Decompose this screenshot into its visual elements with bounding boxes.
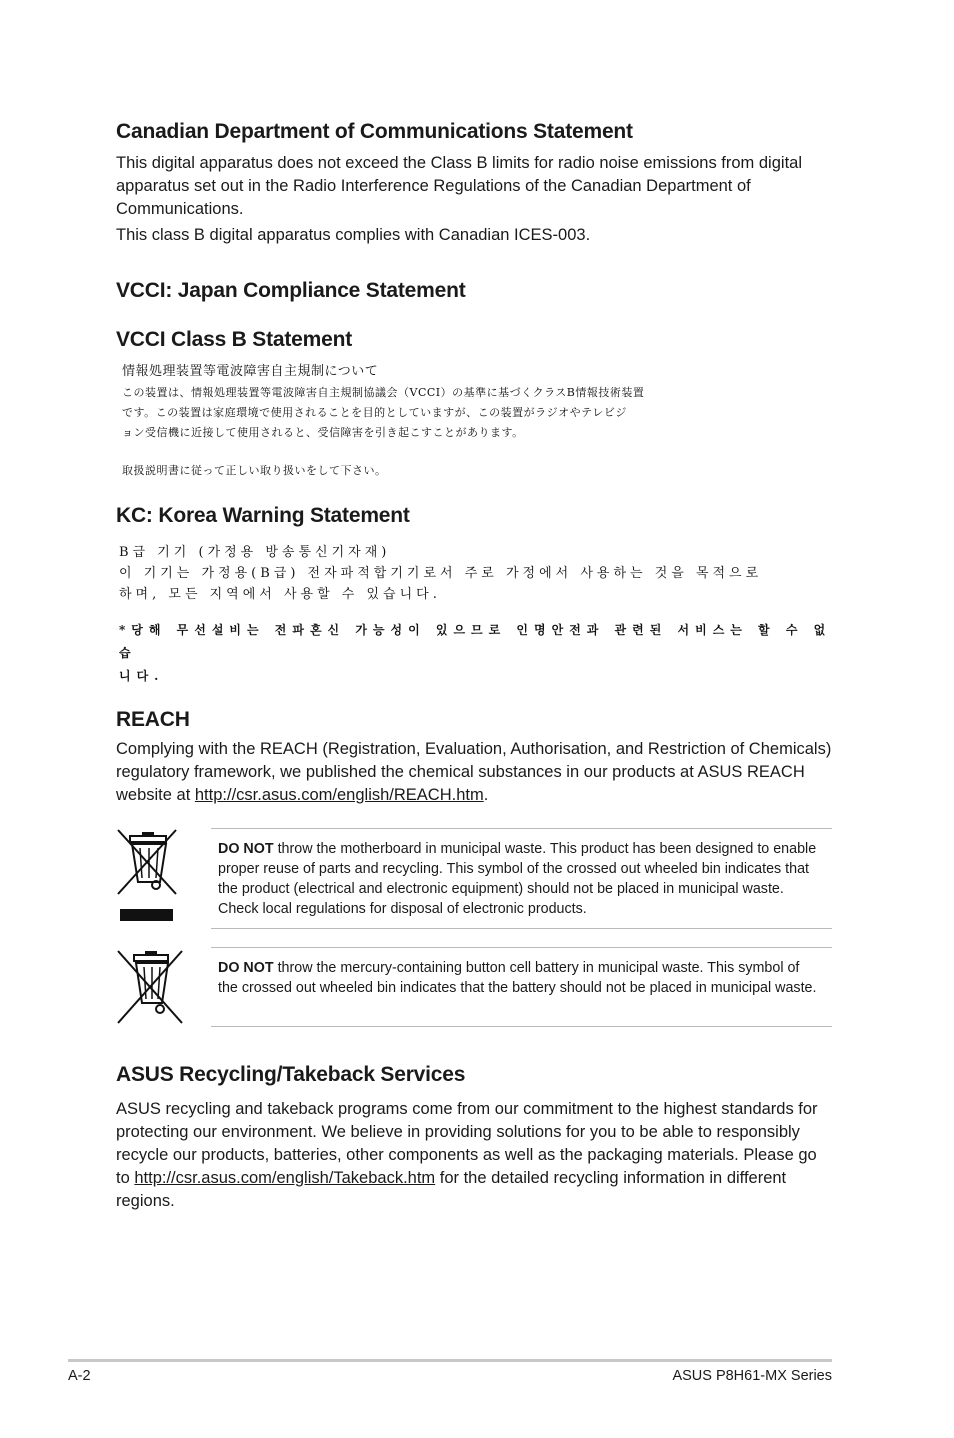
vcci-line-2: この装置は、情報処理装置等電波障害自主規制協議会（VCCI）の基準に基づくクラスB情報技術装置 <box>122 386 645 399</box>
vcci-class-b-heading: VCCI Class B Statement <box>116 328 353 351</box>
canadian-paragraph-1: This digital apparatus does not exceed the Class B limits for radio noise emissions from digital apparatus set out in the Radio Interference Regulations of the Canadian Department of Communications. <box>116 154 802 218</box>
crossed-out-wheeled-bin-icon <box>116 828 211 924</box>
kc-warning-line-2: 니다. <box>119 669 165 683</box>
reach-heading: REACH <box>116 708 190 731</box>
kc-statement <box>116 542 832 688</box>
battery-disposal-notice <box>116 947 832 1027</box>
page-content <box>116 118 832 1213</box>
kc-line-1: B급 기기 (가정용 방송통신기자재) <box>119 545 391 560</box>
kc-line-2: 이 기기는 가정용(B급) 전자파적합기기로서 주로 가정에서 사용하는 것을 목적으로 <box>119 566 763 581</box>
footer-page-number: A-2 <box>68 1368 91 1384</box>
vcci-heading: VCCI: Japan Compliance Statement <box>116 279 466 302</box>
vcci-line-1: 情報処理装置等電波障害自主規制について <box>122 364 379 379</box>
motherboard-disposal-text: DO NOT throw the motherboard in municipal waste. This product has been designed to enable proper reuse of parts and recycling. This symbol of the crossed out wheeled bin indicates that the product (electrical and electronic equipment) should not be placed in municipal waste. Check local regulations for disposal of electronic products. <box>211 828 832 929</box>
kc-heading: KC: Korea Warning Statement <box>116 504 410 527</box>
canadian-heading: Canadian Department of Communications Statement <box>116 120 633 143</box>
footer-divider <box>68 1359 832 1362</box>
footer-product-name: ASUS P8H61-MX Series <box>672 1368 832 1384</box>
kc-line-3: 하며, 모든 지역에서 사용할 수 있습니다. <box>119 587 441 602</box>
reach-paragraph: Complying with the REACH (Registration, Evaluation, Authorisation, and Restriction of Chemicals) regulatory framework, we published the chemical substances in our products at ASUS REACH website at http://csr.asus.com/english/REACH.htm. <box>116 740 832 804</box>
vcci-line-3: です。この装置は家庭環境で使用されることを目的としていますが、この装置がラジオやテレビジ <box>122 406 627 419</box>
vcci-japanese-statement <box>116 360 832 482</box>
recycling-heading: ASUS Recycling/Takeback Services <box>116 1063 466 1086</box>
vcci-line-5: 取扱説明書に従って正しい取り扱いをして下さい。 <box>122 464 387 477</box>
motherboard-disposal-notice <box>116 828 832 929</box>
crossed-out-battery-bin-icon <box>116 947 211 1027</box>
reach-link[interactable]: http://csr.asus.com/english/REACH.htm <box>194 786 484 804</box>
takeback-link[interactable]: http://csr.asus.com/english/Takeback.htm <box>134 1169 436 1187</box>
vcci-line-4: ョン受信機に近接して使用されると、受信障害を引き起こすことがあります。 <box>122 426 524 439</box>
battery-disposal-text: DO NOT throw the mercury-containing button cell battery in municipal waste. This symbol of the crossed out wheeled bin indicates that the battery should not be placed in municipal waste. <box>211 947 832 1027</box>
kc-warning-line-1: *당해 무선설비는 전파혼신 가능성이 있으므로 인명안전과 관련된 서비스는 할 수 없습 <box>119 623 832 660</box>
canadian-paragraph-2: This class B digital apparatus complies with Canadian ICES-003. <box>116 226 591 244</box>
recycling-paragraph: ASUS recycling and takeback programs come from our commitment to the highest standards for protecting our environment. We believe in providing solutions for you to be able to responsibly recycle our products, batteries, other components as well as the packaging materials. Please go to http://csr.asus.com/english/Takeback.htm for the detailed recycling information in different regions. <box>116 1100 818 1210</box>
